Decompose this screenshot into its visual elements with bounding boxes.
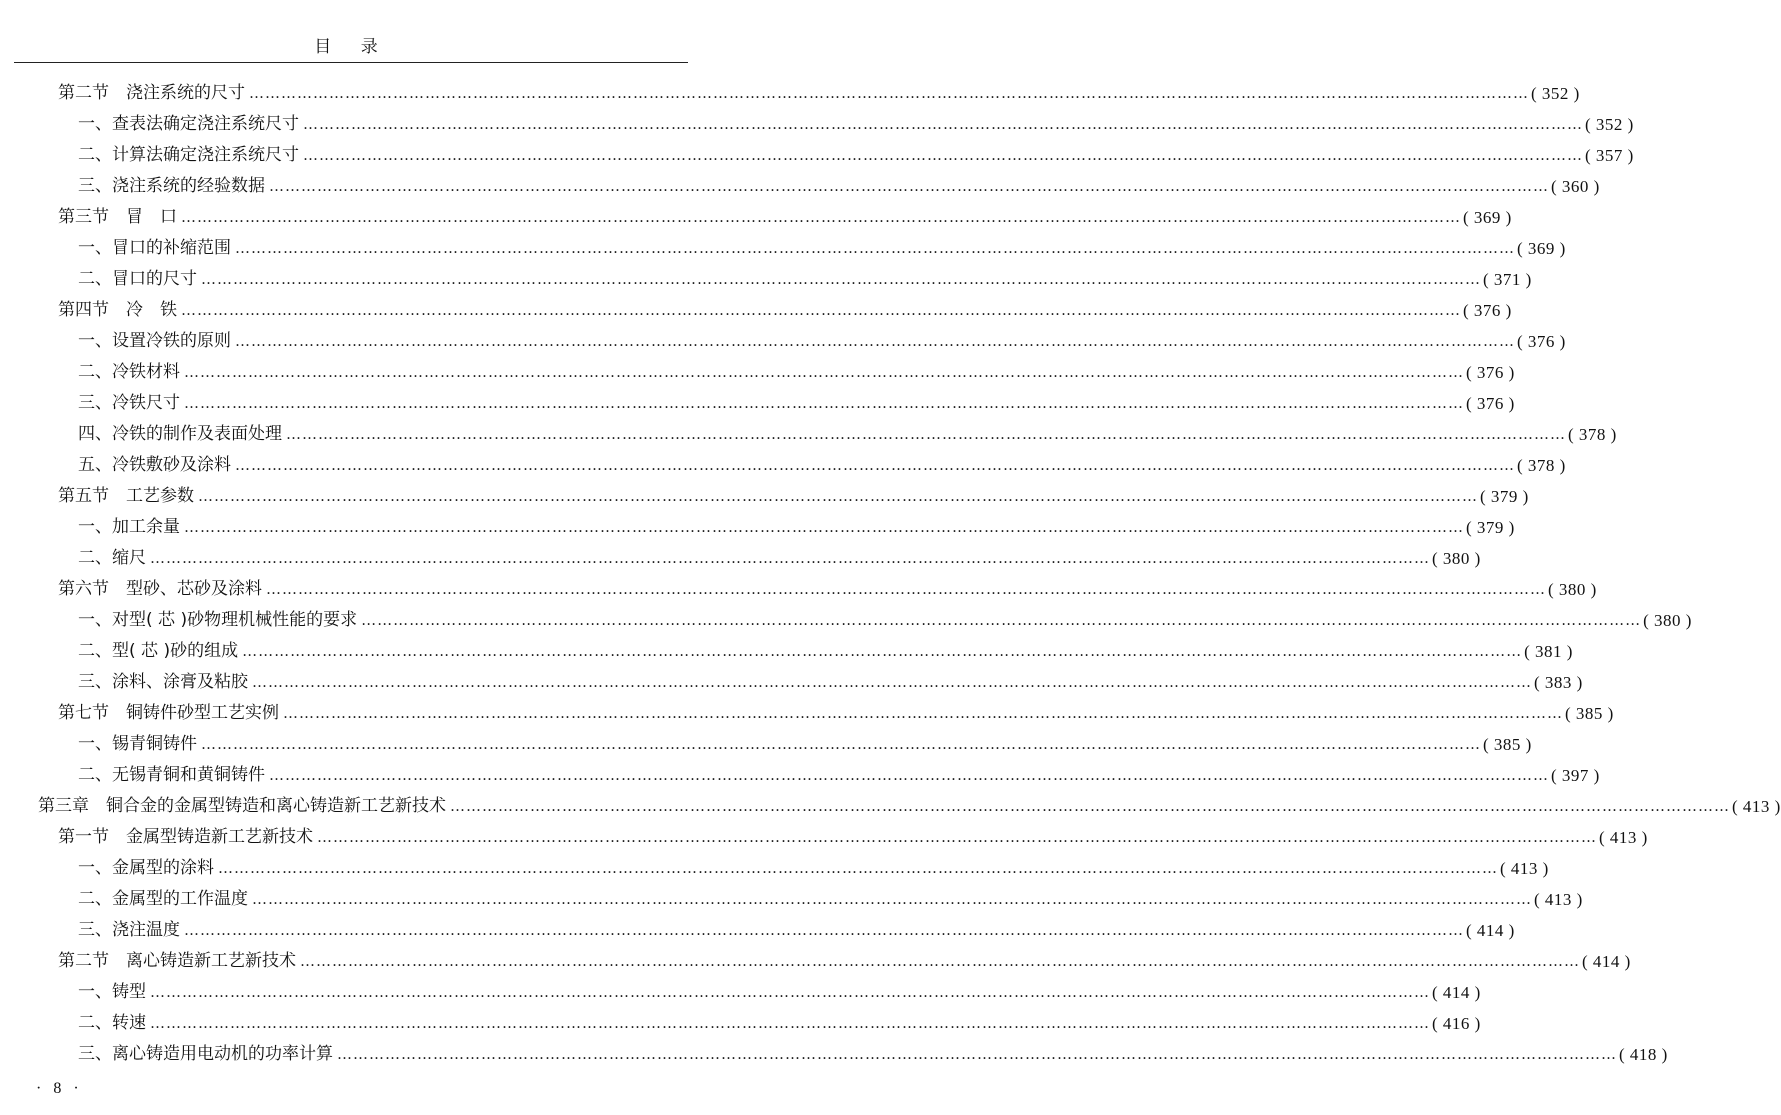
toc-entry-title: 一、铸型 (78, 982, 146, 1002)
toc-entry-title: 第六节 型砂、芯砂及涂料 (58, 579, 262, 599)
toc-entry-page-number: ( 378 ) (1568, 425, 1617, 444)
toc-item-row (78, 450, 1566, 481)
toc-item-row (78, 264, 1532, 295)
dot-leader: …………………………………………………………………………………………………………………………………………………………………………………………………………………… (269, 177, 1549, 195)
toc-item-row (78, 543, 1481, 574)
toc-item-row (78, 140, 1634, 171)
toc-section-row (58, 202, 1512, 233)
dot-leader: …………………………………………………………………………………………………………………………………………………………………………………………………………………… (181, 301, 1461, 319)
toc-entry-page-number: ( 352 ) (1585, 115, 1634, 134)
toc-entry-title: 一、金属型的涂料 (78, 858, 214, 878)
toc-entry-page-number: ( 414 ) (1432, 983, 1481, 1002)
toc-item-row (78, 1008, 1481, 1039)
toc-item-row (78, 667, 1583, 698)
toc-entry-title: 第七节 铜铸件砂型工艺实例 (58, 703, 279, 723)
dot-leader: …………………………………………………………………………………………………………………………………………………………………………………………………………………… (283, 704, 1563, 722)
toc-entry-title: 二、冒口的尺寸 (78, 269, 197, 289)
dot-leader: …………………………………………………………………………………………………………………………………………………………………………………………………………………… (184, 921, 1464, 939)
toc-entry-title: 三、冷铁尺寸 (78, 393, 180, 413)
toc-section-row (58, 946, 1631, 977)
toc-section-row (58, 295, 1512, 326)
dot-leader: …………………………………………………………………………………………………………………………………………………………………………………………………………………… (252, 890, 1532, 908)
toc-entry-title: 第四节 冷 铁 (58, 300, 177, 320)
toc-entry-title: 二、金属型的工作温度 (78, 889, 248, 909)
toc-entry-page-number: ( 413 ) (1500, 859, 1549, 878)
toc-entry-title: 二、冷铁材料 (78, 362, 180, 382)
toc-item-row (78, 109, 1634, 140)
toc-entry-title: 一、冒口的补缩范围 (78, 238, 231, 258)
toc-item-row (78, 915, 1515, 946)
toc-entry-page-number: ( 413 ) (1599, 828, 1648, 847)
dot-leader: …………………………………………………………………………………………………………………………………………………………………………………………………………………… (361, 611, 1642, 629)
page-header-title: 目 录 (314, 37, 390, 57)
toc-entry-title: 第二节 离心铸造新工艺新技术 (58, 951, 296, 971)
toc-item-row (78, 853, 1549, 884)
dot-leader: …………………………………………………………………………………………………………………………………………………………………………………………………………………… (450, 797, 1730, 815)
toc-section-row (58, 822, 1648, 853)
toc-entry-page-number: ( 376 ) (1463, 301, 1512, 320)
toc-entry-title: 一、加工余量 (78, 517, 180, 537)
toc-entry-page-number: ( 376 ) (1466, 394, 1515, 413)
dot-leader: …………………………………………………………………………………………………………………………………………………………………………………………………………………… (201, 270, 1481, 288)
dot-leader: …………………………………………………………………………………………………………………………………………………………………………………………………………………… (198, 487, 1478, 505)
toc-entry-page-number: ( 378 ) (1517, 456, 1566, 475)
toc-entry-title: 二、无锡青铜和黄铜铸件 (78, 765, 265, 785)
dot-leader: …………………………………………………………………………………………………………………………………………………………………………………………………………………… (181, 208, 1461, 226)
dot-leader: …………………………………………………………………………………………………………………………………………………………………………………………………………………… (184, 518, 1464, 536)
toc-entry-page-number: ( 357 ) (1585, 146, 1634, 165)
dot-leader: …………………………………………………………………………………………………………………………………………………………………………………………………………………… (303, 146, 1583, 164)
dot-leader: …………………………………………………………………………………………………………………………………………………………………………………………………………………… (286, 425, 1566, 443)
dot-leader: …………………………………………………………………………………………………………………………………………………………………………………………………………………… (235, 456, 1515, 474)
toc-entry-page-number: ( 383 ) (1534, 673, 1583, 692)
toc-entry-page-number: ( 418 ) (1619, 1045, 1668, 1064)
toc-entry-title: 四、冷铁的制作及表面处理 (78, 424, 282, 444)
toc-item-row (78, 636, 1573, 667)
toc-entry-page-number: ( 413 ) (1732, 797, 1781, 816)
dot-leader: …………………………………………………………………………………………………………………………………………………………………………………………………………………… (150, 1014, 1430, 1032)
toc-item-row (78, 760, 1600, 791)
toc-item-row (78, 1039, 1668, 1070)
header-rule (14, 62, 688, 63)
toc-entry-title: 一、锡青铜铸件 (78, 734, 197, 754)
toc-entry-title: 一、对型( 芯 )砂物理机械性能的要求 (78, 610, 358, 630)
toc-entry-title: 三、离心铸造用电动机的功率计算 (78, 1044, 333, 1064)
toc-entry-title: 三、涂料、涂膏及粘胶 (78, 672, 248, 692)
dot-leader: …………………………………………………………………………………………………………………………………………………………………………………………………………………… (150, 549, 1430, 567)
toc-entry-page-number: ( 385 ) (1483, 735, 1532, 754)
toc-entry-page-number: ( 380 ) (1643, 611, 1692, 630)
toc-entry-page-number: ( 380 ) (1432, 549, 1481, 568)
dot-leader: …………………………………………………………………………………………………………………………………………………………………………………………………………………… (235, 332, 1515, 350)
toc-entry-page-number: ( 381 ) (1524, 642, 1573, 661)
toc-entry-page-number: ( 380 ) (1548, 580, 1597, 599)
toc-entry-page-number: ( 369 ) (1517, 239, 1566, 258)
dot-leader: …………………………………………………………………………………………………………………………………………………………………………………………………………………… (249, 84, 1529, 102)
dot-leader: …………………………………………………………………………………………………………………………………………………………………………………………………………………… (266, 580, 1546, 598)
toc-entry-page-number: ( 352 ) (1531, 84, 1580, 103)
toc-entry-page-number: ( 369 ) (1463, 208, 1512, 227)
dot-leader: …………………………………………………………………………………………………………………………………………………………………………………………………………………… (300, 952, 1580, 970)
toc-section-row (58, 574, 1597, 605)
toc-entry-title: 第一节 金属型铸造新工艺新技术 (58, 827, 313, 847)
toc-entry-title: 第三章 铜合金的金属型铸造和离心铸造新工艺新技术 (38, 796, 446, 816)
dot-leader: …………………………………………………………………………………………………………………………………………………………………………………………………………………… (269, 766, 1549, 784)
toc-entry-title: 三、浇注温度 (78, 920, 180, 940)
toc-entry-page-number: ( 376 ) (1466, 363, 1515, 382)
toc-entry-page-number: ( 414 ) (1582, 952, 1631, 971)
toc-entry-title: 第二节 浇注系统的尺寸 (58, 83, 245, 103)
toc-entry-page-number: ( 397 ) (1551, 766, 1600, 785)
toc-entry-page-number: ( 379 ) (1480, 487, 1529, 506)
dot-leader: …………………………………………………………………………………………………………………………………………………………………………………………………………………… (218, 859, 1498, 877)
toc-section-row (58, 78, 1580, 109)
toc-item-row (78, 884, 1583, 915)
toc-entry-page-number: ( 414 ) (1466, 921, 1515, 940)
toc-entry-title: 三、浇注系统的经验数据 (78, 176, 265, 196)
toc-item-row (78, 419, 1617, 450)
toc-item-row (78, 171, 1600, 202)
toc-entry-page-number: ( 385 ) (1565, 704, 1614, 723)
toc-entry-page-number: ( 371 ) (1483, 270, 1532, 289)
toc-entry-page-number: ( 413 ) (1534, 890, 1583, 909)
toc-item-row (78, 326, 1566, 357)
page-number-footer: · 8 · (36, 1080, 83, 1097)
dot-leader: …………………………………………………………………………………………………………………………………………………………………………………………………………………… (303, 115, 1583, 133)
dot-leader: …………………………………………………………………………………………………………………………………………………………………………………………………………………… (337, 1045, 1617, 1063)
dot-leader: …………………………………………………………………………………………………………………………………………………………………………………………………………………… (252, 673, 1532, 691)
toc-entry-title: 一、设置冷铁的原则 (78, 331, 231, 351)
toc-entry-title: 一、查表法确定浇注系统尺寸 (78, 114, 299, 134)
dot-leader: …………………………………………………………………………………………………………………………………………………………………………………………………………………… (235, 239, 1515, 257)
toc-item-row (78, 388, 1515, 419)
dot-leader: …………………………………………………………………………………………………………………………………………………………………………………………………………………… (242, 642, 1523, 660)
toc-item-row (78, 357, 1515, 388)
dot-leader: …………………………………………………………………………………………………………………………………………………………………………………………………………………… (184, 394, 1464, 412)
toc-entry-title: 二、计算法确定浇注系统尺寸 (78, 145, 299, 165)
toc-entry-page-number: ( 379 ) (1466, 518, 1515, 537)
toc-item-row (78, 512, 1515, 543)
toc-entry-title: 二、转速 (78, 1013, 146, 1033)
dot-leader: …………………………………………………………………………………………………………………………………………………………………………………………………………………… (201, 735, 1481, 753)
dot-leader: …………………………………………………………………………………………………………………………………………………………………………………………………………………… (317, 828, 1597, 846)
toc-entry-page-number: ( 416 ) (1432, 1014, 1481, 1033)
toc-item-row (78, 729, 1532, 760)
toc-item-row (78, 977, 1481, 1008)
toc-section-row (58, 481, 1529, 512)
toc-item-row (78, 233, 1566, 264)
toc-section-row (58, 698, 1614, 729)
toc-entry-title: 第三节 冒 口 (58, 207, 177, 227)
toc-item-row (78, 605, 1692, 636)
toc-entry-title: 二、缩尺 (78, 548, 146, 568)
toc-entry-title: 五、冷铁敷砂及涂料 (78, 455, 231, 475)
dot-leader: …………………………………………………………………………………………………………………………………………………………………………………………………………………… (150, 983, 1430, 1001)
toc-entry-page-number: ( 360 ) (1551, 177, 1600, 196)
toc-chapter-row (38, 791, 1781, 822)
toc-entry-title: 二、型( 芯 )砂的组成 (78, 641, 239, 661)
dot-leader: …………………………………………………………………………………………………………………………………………………………………………………………………………………… (184, 363, 1464, 381)
toc-entry-title: 第五节 工艺参数 (58, 486, 194, 506)
toc-entry-page-number: ( 376 ) (1517, 332, 1566, 351)
